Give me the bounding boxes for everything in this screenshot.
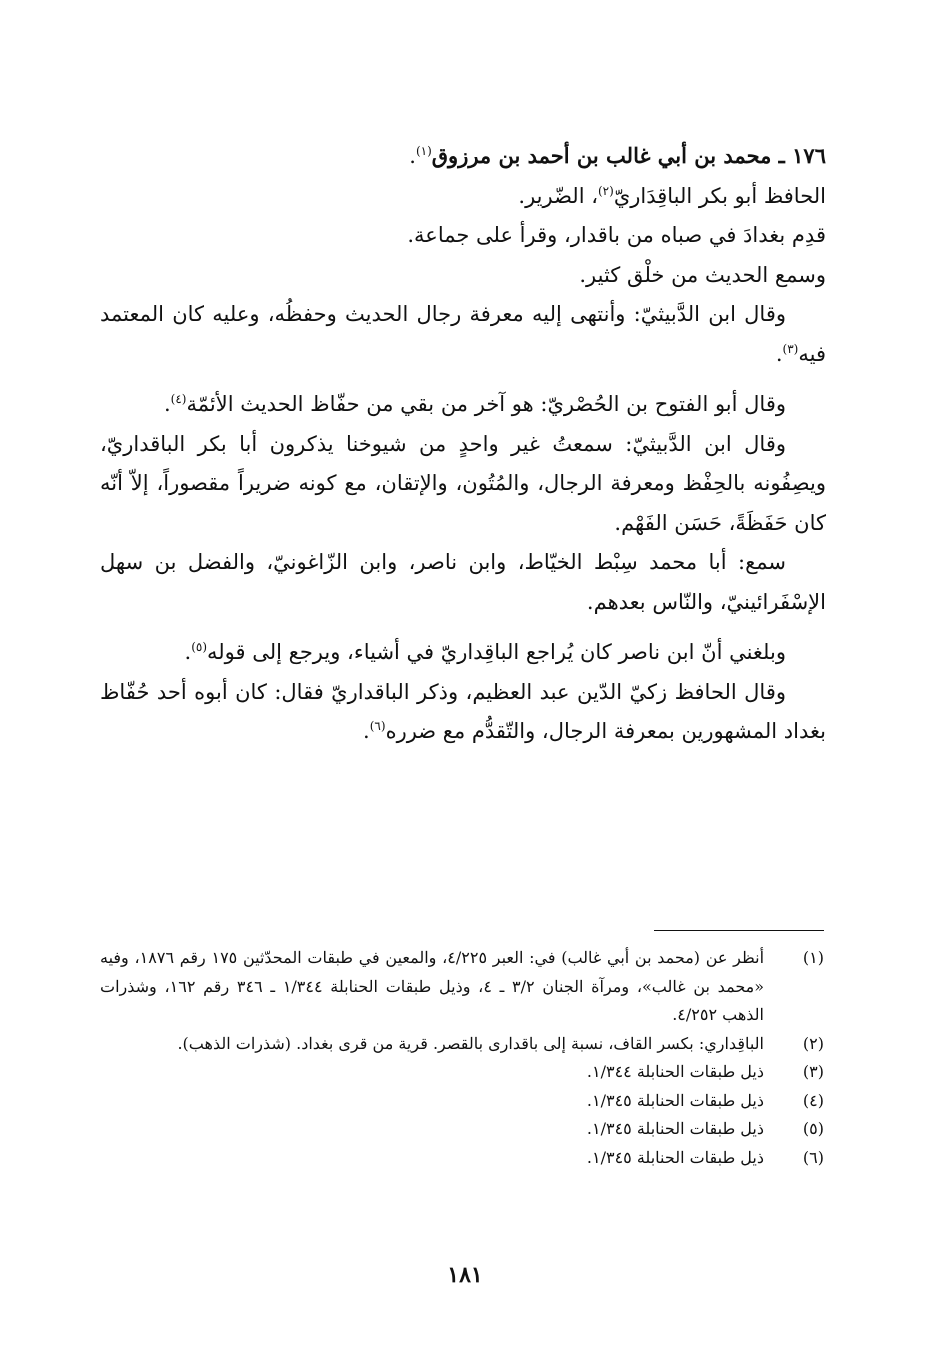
page-number: ١٨١: [447, 1262, 483, 1288]
entry-line-3: وسمع الحديث من خلْق كثير.: [579, 262, 826, 287]
footnote-ref-3: (٣): [782, 341, 799, 356]
para5-end: .: [184, 640, 192, 664]
footnote-text: ذيل طبقات الحنابلة ١/٣٤٥.: [586, 1119, 764, 1138]
footnote-ref-2: (٢): [597, 183, 614, 198]
footnote-number: (٤): [802, 1090, 824, 1110]
footnote-ref-4: (٤): [170, 392, 187, 406]
entry-heading-text: ١٧٦ ـ محمد بن أبي غالب بن أحمد بن مرزوق: [431, 143, 826, 168]
footnote-item: [100, 1115, 826, 1144]
footnote-item: [100, 1030, 826, 1059]
footnote-item: [100, 1144, 826, 1173]
paragraph-5: [100, 633, 826, 673]
entry-line-1: [100, 177, 826, 217]
para1-text: وقال ابن الدَّبيثيّ: وأنتهى إليه معرفة رجال الحديث وحفظُه، وعليه كان المعتمد فيه: [100, 302, 826, 366]
footnotes: [100, 944, 826, 1172]
footnote-ref-6: (٦): [369, 719, 386, 733]
footnote-number: (٣): [802, 1062, 824, 1081]
para1-end: .: [775, 341, 783, 366]
footnote-text: ذيل طبقات الحنابلة ١/٣٤٥.: [586, 1147, 764, 1167]
para2-text: وقال أبو الفتوح بن الحُصْريّ: هو آخر من بقي من حفّاظ الحديث الأئمّة: [186, 392, 786, 416]
para2-end: .: [163, 392, 171, 416]
paragraph-1: [100, 295, 826, 374]
line1-end: ، الضّرير.: [518, 183, 598, 208]
footnote-text: ذيل طبقات الحنابلة ١/٣٤٤.: [586, 1062, 764, 1081]
para5-text: وبلغني أنّ ابن ناصر كان يُراجع الباقِداريّ في أشياء، ويرجع إلى قوله: [207, 640, 786, 664]
entry-heading: [100, 136, 826, 177]
para6-text: وقال الحافظ زكيّ الدّين عبد العظيم، وذكر الباقداريّ فقال: كان أبوه أحد حُفّاظ بغداد المشهورين بمعرفة الرجال، والتّقدُّم مع ضرره: [100, 679, 826, 743]
entry-line-2: قدِم بغدادَ في صباه من باقدار، وقرأ على جماعة.: [407, 223, 826, 247]
footnote-number: (١): [802, 948, 824, 967]
footnote-item: [100, 1058, 826, 1087]
footnote-item: [100, 944, 826, 1030]
paragraph-6: [100, 673, 826, 752]
paragraph-2: [100, 385, 826, 425]
paragraph-3: وقال ابن الدَّبيثيّ: سمعتُ غير واحدٍ من شيوخنا يذكرون أبا بكر الباقداريّ، ويصِفُونه بالحِفْظ ومعرفة الرجال، والمُتُون، والإتقان، مع كونه ضريراً مقصوراً، إلاّ أنّه كان حَفَظَةً، حَسَن الفَهْم.: [100, 431, 826, 535]
footnote-text: الباقِداري: بكسر القاف، نسبة إلى باقدارى بالقصر. قرية من قرى بغداد. (شذرات الذهب).: [177, 1033, 764, 1053]
footnote-ref-5: (٥): [191, 640, 208, 654]
para6-end: .: [363, 719, 370, 743]
line1-text: الحافظ أبو بكر الباقِدَاريّ: [613, 183, 826, 208]
paragraph-4: سمع: أبا محمد سِبْط الخيّاط، وابن ناصر، وابن الزّاغونيّ، والفضل بن سهل الإسْفَرائينيّ، والنّاس بعدهم.: [100, 550, 826, 614]
heading-end: .: [409, 144, 416, 168]
footnote-item: [100, 1087, 826, 1116]
footnote-number: (٦): [802, 1147, 824, 1167]
footnote-divider: [654, 930, 824, 931]
footnote-ref-1: (١): [415, 144, 432, 158]
footnote-text: ذيل طبقات الحنابلة ١/٣٤٥.: [586, 1090, 764, 1110]
footnote-number: (٢): [802, 1033, 824, 1053]
main-text: [100, 136, 826, 752]
footnote-number: (٥): [802, 1119, 824, 1138]
footnote-text: أنظر عن (محمد بن أبي غالب) في: العبر ٤/٢٢٥، والمعين في طبقات المحدّثين ١٧٥ رقم ١٨٧٦، وفيه «محمد بن غالب»، ومرآة الجنان ٣/٢ ـ ٤، وذيل طبقات الحنابلة ١/٣٤٤ ـ ٣٤٦ رقم ١٦٢، وشذرات الذهب ٤/٢٥٢.: [100, 948, 765, 1024]
